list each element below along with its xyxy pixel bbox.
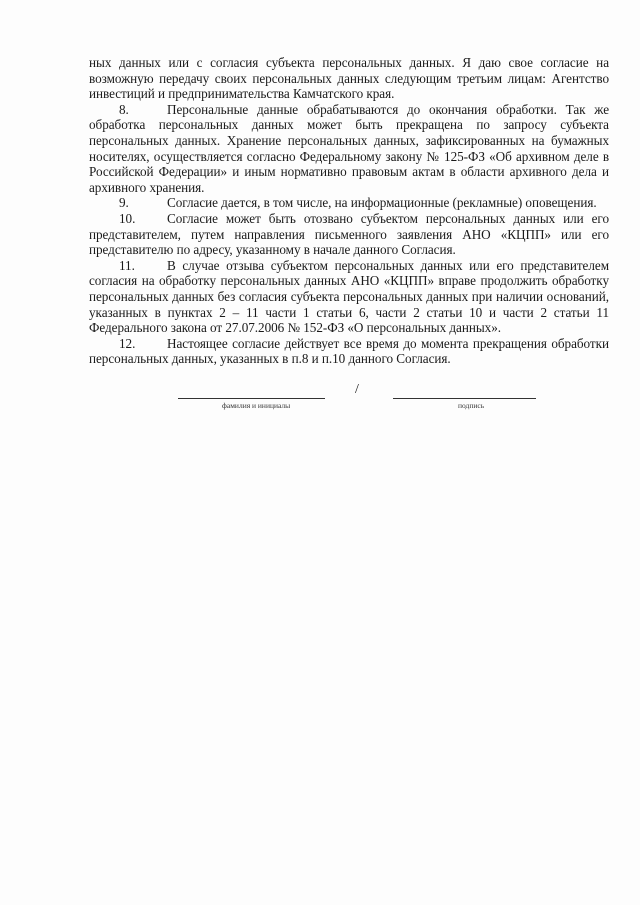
paragraph-11-number: 11.	[119, 257, 135, 273]
paragraph-8-number: 8.	[119, 101, 129, 117]
paragraph-12-text: Настоящее согласие действует все время до момента прекращения обработки персональных данных, указанных в п.8 и п.10 данного Согласия.	[89, 335, 609, 367]
signature-line[interactable]	[393, 398, 536, 399]
paragraph-10	[89, 211, 609, 258]
paragraph-10-number: 10.	[119, 210, 136, 226]
paragraph-12	[89, 336, 609, 367]
name-caption: фамилия и инициалы	[222, 401, 291, 410]
paragraph-11-text: В случае отзыва субъектом персональных данных или его представителем согласия на обработку персональных данных АНО «КЦПП» вправе продолжить обработку персональных данных без согласия субъекта персональных данных при наличии оснований, указанных в пунктах 2 – 11 части 1 статьи 6, части 2 статьи 10 и части 2 статьи 11 Федерального закона от 27.07.2006 № 152-ФЗ «О персональных данных».	[89, 257, 609, 336]
name-signature-line[interactable]	[178, 398, 325, 399]
paragraph-11	[89, 258, 609, 336]
paragraph-intro-continuation: ных данных или с согласия субъекта персональных данных. Я даю свое согласие на возможную передачу своих персональных данных следующим третьим лицам: Агентство инвестиций и предпринимательства Камчатского края.	[89, 55, 609, 102]
paragraph-8-text: Персональные данные обрабатываются до окончания обработки. Так же обработка персональных данных может быть прекращена по запросу субъекта персональных данных. Хранение персональных данных, зафиксированных на бумажных носителях, осуществляется согласно Федеральному закону № 125-ФЗ «Об архивном деле в Российской Федерации» и иным нормативно правовым актам в области архивного дела и архивного хранения.	[89, 101, 609, 195]
paragraph-9-text: Согласие дается, в том числе, на информационные (рекламные) оповещения.	[167, 195, 597, 211]
paragraph-9	[89, 195, 609, 211]
paragraph-10-text: Согласие может быть отозвано субъектом персональных данных или его представителем, путем направления письменного заявления АНО «КЦПП» или его представителю по адресу, указанному в начале данного Согласия.	[89, 210, 609, 258]
signature-caption: подпись	[458, 401, 485, 410]
signature-separator: /	[355, 382, 359, 397]
consent-text-body	[89, 55, 609, 367]
paragraph-12-number: 12.	[119, 335, 136, 351]
paragraph-9-number: 9.	[119, 195, 129, 211]
paragraph-8	[89, 102, 609, 196]
signature-block	[0, 383, 640, 423]
